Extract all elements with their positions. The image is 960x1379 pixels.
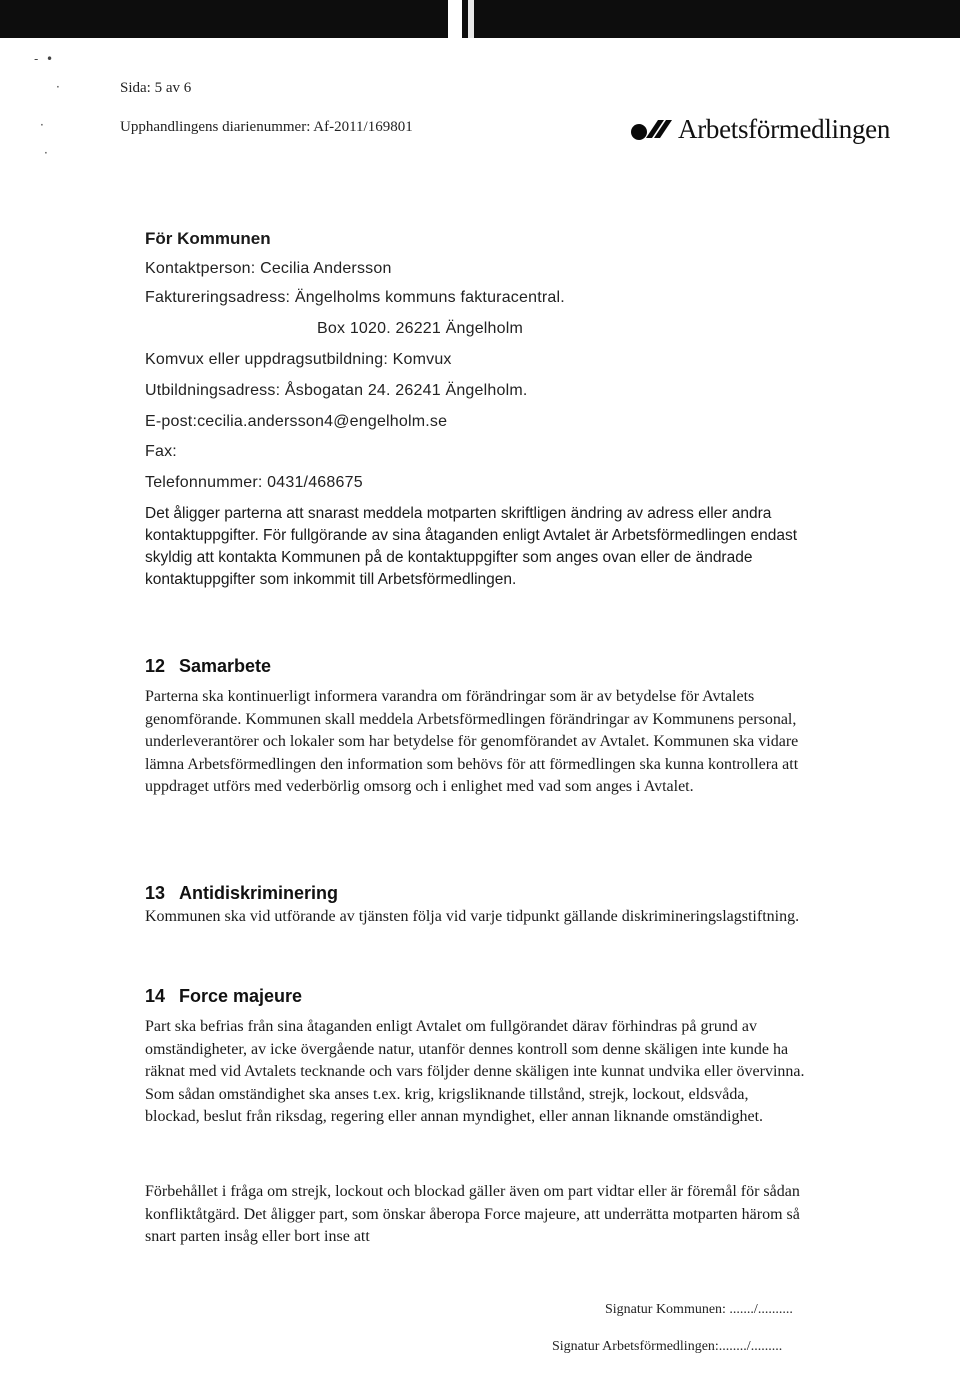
section-heading-13	[145, 883, 338, 904]
arbetsformedlingen-logo-icon	[628, 117, 674, 141]
fax: Fax:	[145, 443, 177, 460]
section-14-paragraph: Förbehållet i fråga om strejk, lockout och blockad gäller även om part vidtar eller är föremål för sådan konfliktåtgärd. Det åligger part, som önskar åberopa Force majeure, att underrätta motparten härom så snart parten insåg eller bort inse att	[145, 1183, 800, 1245]
signature-kommunen: Signatur Kommunen: ......./..........	[605, 1302, 793, 1317]
scan-gap	[468, 0, 474, 38]
section-title: Samarbete	[179, 656, 272, 676]
komvux: Komvux eller uppdragsutbildning: Komvux	[145, 351, 452, 368]
logo-text: Arbetsförmedlingen	[678, 113, 891, 144]
signature-arbetsformedlingen: Signatur Arbetsförmedlingen:......../.........	[552, 1339, 783, 1354]
section-13-paragraph: Kommunen ska vid utförande av tjänsten följa vid varje tidpunkt gällande diskrimineringslagstiftning.	[145, 908, 800, 925]
speck: -	[34, 52, 39, 66]
speck: ·	[40, 118, 44, 132]
section-number: 13	[145, 883, 166, 903]
logo	[628, 112, 890, 146]
faktureringsadress: Faktureringsadress: Ängelholms kommuns fakturacentral.	[145, 289, 565, 306]
scan-border	[0, 0, 960, 38]
section-number: 12	[145, 656, 166, 676]
section-heading-12	[145, 656, 271, 677]
section-title: Force majeure	[179, 986, 303, 1006]
section-title: Antidiskriminering	[179, 883, 339, 903]
kontaktperson: Kontaktperson: Cecilia Andersson	[145, 260, 392, 277]
speck: •	[46, 52, 54, 66]
utbildningsadress: Utbildningsadress: Åsbogatan 24. 26241 Ängelholm.	[145, 382, 528, 399]
diarienummer: Upphandlingens diarienummer: Af-2011/169801	[120, 119, 413, 135]
speck: ·	[44, 146, 48, 160]
section-number: 14	[145, 986, 166, 1006]
page-number: Sida: 5 av 6	[120, 80, 192, 96]
telefonnummer: Telefonnummer: 0431/468675	[145, 474, 363, 491]
kontakt-paragraph: Det åligger parterna att snarast meddela motparten skriftligen ändring av adress eller andra kontaktuppgifter. För fullgörande av sina åtaganden enligt Avtalet är Arbetsförmedlingen endast skyldig att kontakta Kommunen på de kontaktuppgifter som anges ovan eller de ändrade kontaktuppgifter som inkommit till Arbetsförmedlingen.	[145, 505, 798, 588]
scan-gap	[448, 0, 462, 38]
section-14-paragraph: Part ska befrias från sina åtaganden enligt Avtalet om fullgörandet därav förhindras på grund av omständigheter, av icke övergående natur, utanför dennes kontroll som denne skäligen inte kunde ha räknat med vid Avtalets tecknande och vars följder denne skäligen inte kunnat undvika eller övervinna. Som sådan omständighet ska anses t.ex. krig, krigsliknande tillstånd, strejk, lockout, eldsvåda, blockad, beslut från riksdag, regering eller annan myndighet, eller annan liknande omständighet.	[145, 1018, 805, 1125]
section-12-paragraph: Parterna ska kontinuerligt informera varandra om förändringar som är av betydelse för Avtalets genomförande. Kommunen skall meddela Arbetsförmedlingen förändringar av Kommunens personal, underleverantörer och lokaler som har betydelse för genomförandet av Avtalet. Kommunen ska vidare lämna Arbetsförmedlingen den information som behövs för att förmedlingen ska kunna kontrollera att uppdraget utförs med vederbörlig omsorg och i enlighet med vad som anges i Avtalet.	[145, 688, 799, 795]
epost: E-post:cecilia.andersson4@engelholm.se	[145, 413, 448, 430]
speck: ·	[56, 80, 60, 94]
faktureringsadress-box: Box 1020. 26221 Ängelholm	[317, 320, 524, 337]
section-heading-14	[145, 986, 302, 1007]
section-title-kommunen: För Kommunen	[145, 229, 271, 248]
